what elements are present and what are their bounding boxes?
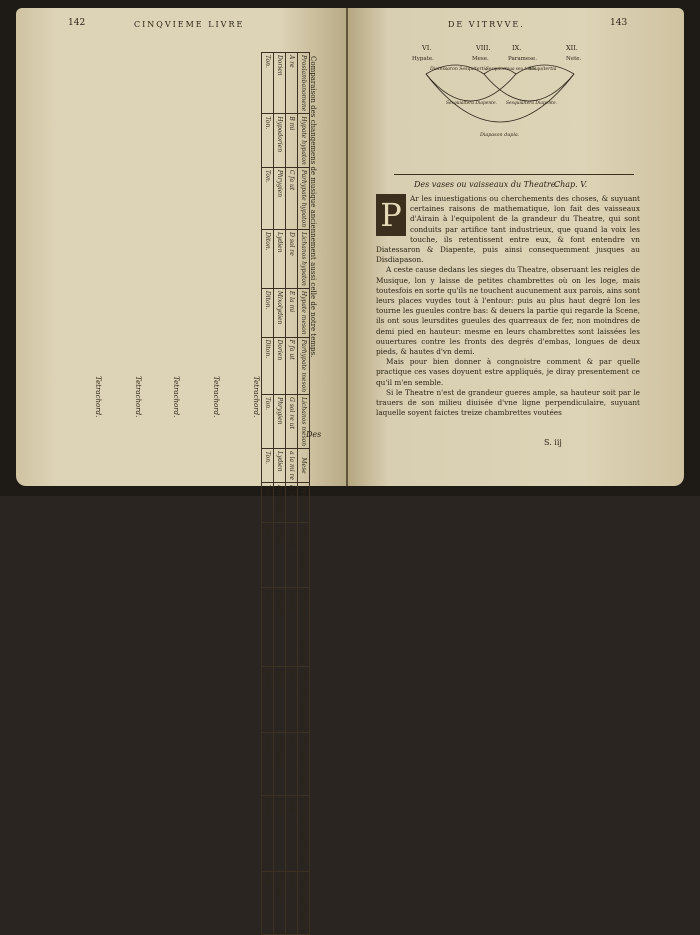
right-page-number: 143 (610, 18, 628, 28)
table-cell: B mi (286, 114, 298, 167)
table-cell: Diton. (262, 230, 274, 289)
tetrachord-brace-1: Tetrachord. (94, 376, 102, 418)
table-header-cell: Trite diezeugmenon (298, 522, 310, 588)
table-cell: Ton. (262, 449, 274, 483)
table-header-cell: Nete diezeugmenon (298, 666, 310, 732)
table-header-cell: Mese (298, 449, 310, 483)
table-cell: Phrygien (274, 395, 286, 449)
table-cell: Lydien (274, 449, 286, 483)
lower-arc-label-1: Sesquialtera Diapente. (446, 101, 497, 106)
table-cell: Diton. (262, 732, 274, 795)
paragraph-1: Ar les inuestigations ou cherchements des choses, & suyuant certaines raisons de mathematique, lon fait des vaisseaux d'Airain à l'equipolent de la grandeur du Theatre, qui sont conduits par artifice tant industrieux, que quand la voix les touche, ils retentissent entre eux, & font entendre vn Diatessaron & Diapente, puis ainsi consequemment jusques au Disdiapason. (376, 194, 640, 265)
arc-bottom (426, 74, 574, 122)
table-header-cell: Nete hyperbolaeon (298, 871, 310, 934)
table-cell: G sol re ut (286, 395, 298, 449)
tetrachord-brace-4: Tetrachord. (212, 376, 220, 418)
table-cell: Lydien (274, 666, 286, 732)
harmonic-arc-diagram (408, 40, 598, 158)
table-cell: Diton. (262, 666, 274, 732)
paragraph-4: Si le Theatre n'est de grandeur gueres ample, sa hauteur soit par le trauers de son milieu diuisée d'vne ligne perpendiculaire, suyuant laquelle soyent faictes treize chambrettes voutées (376, 387, 640, 418)
table-cell: Ton. (262, 167, 274, 229)
table-header-cell: Hypate meson (298, 288, 310, 337)
note-4: Nete. (566, 56, 582, 62)
table-header-cell: Lichanos meson (298, 395, 310, 449)
numeral-2: VIII. (476, 44, 491, 52)
right-page (348, 8, 684, 486)
note-3: Paramese. (508, 56, 537, 62)
table-cell: A re (286, 53, 298, 114)
table-cell: Diton. (262, 337, 274, 395)
table-cell: E la mi (286, 288, 298, 337)
table-cell: Hypodorien (274, 114, 286, 167)
table-cell: c sol fa (286, 522, 298, 588)
table-header-cell: Hypate hypaton (298, 114, 310, 167)
table-header-cell: Lichanos hypaton (298, 230, 310, 289)
table-cell: Ton. (262, 53, 274, 114)
table-header-cell: Parhypate hypaton (298, 167, 310, 229)
left-page (16, 8, 346, 932)
table-cell: Dorien (274, 522, 286, 588)
table-cell: Dorien (274, 337, 286, 395)
tetrachord-brace-3: Tetrachord. (172, 376, 180, 418)
table-cell: Ton. (262, 114, 274, 167)
body-text (376, 194, 640, 418)
right-running-head: DE VITRVVE. (448, 20, 525, 29)
table-cell: Lydien (274, 230, 286, 289)
arc-lower-2 (484, 74, 574, 101)
numeral-4: XII. (566, 44, 578, 52)
table-cell: Ton. (262, 588, 274, 666)
table-header-cell: Proslambanomene (298, 53, 310, 114)
table-cell: b fa (286, 482, 298, 522)
table-cell: Mixolydien (274, 732, 286, 795)
table-header-cell: Paranete diezeugmenon (298, 588, 310, 666)
table-cell: Phrygien (274, 588, 286, 666)
table-cell: Ton. (262, 871, 274, 934)
upper-arc-label-3: Sesquitertia (528, 67, 557, 72)
tetrachord-brace-2: Tetrachord. (134, 376, 142, 418)
table-cell: Hypolydien (274, 482, 286, 522)
section-title: Des vases ou vaisseaux du Theatre. (414, 180, 558, 189)
table-row (274, 53, 286, 935)
tetrachord-brace-5: Tetrachord. (252, 376, 260, 418)
table-cell: Ton. (262, 482, 274, 522)
table-cell: C fa ut (286, 167, 298, 229)
upper-arc-label-2: Sesquioctaua seu tonus. (486, 66, 538, 71)
table-side-title: Comparaison des changemens de musique anciennement aussi celle de notre temps. (309, 56, 317, 358)
comparison-table-grid (261, 52, 310, 935)
table-cell: Ton. (262, 522, 274, 588)
table-cell: a la mi re (286, 449, 298, 483)
table-cell: g sol (286, 796, 298, 872)
bottom-arc-label: Diapason dupla. (480, 133, 520, 138)
note-1: Hypate. (412, 56, 434, 62)
note-2: Mese. (472, 56, 489, 62)
numeral-3: IX. (512, 44, 522, 52)
numeral-1: VI. (422, 44, 432, 52)
table-row (262, 53, 274, 935)
table-cell: F fa ut (286, 337, 298, 395)
table-row (286, 53, 298, 935)
table-cell: Dorien (274, 796, 286, 872)
signature-mark: S. iij (544, 438, 562, 447)
section-rule (394, 174, 634, 175)
drop-cap: P (376, 194, 406, 236)
left-running-head: CINQVIEME LIVRE (134, 20, 245, 29)
table-cell: f fa (286, 732, 298, 795)
upper-arc-label-1: Diatessaron Sesquitertia (430, 67, 488, 72)
table-cell: Mixolydien (274, 288, 286, 337)
table-cell: Ton. (262, 395, 274, 449)
table-header-cell: Parhypate meson (298, 337, 310, 395)
paragraph-2: A ceste cause dedans les sieges du Theatre, obseruant les reigles de Musique, lon y laisse de petites chambrettes où on les loge, mais toutesfois en sorte qu'ils ne touchent aucunement aux parois, ains sont leurs places vuydes tout à l'entour: puis au plus haut degré lon les tourne les gueules contre bas: & deuers la partie qui regarde la Scene, ils ont sous leursdites gueules des quarreaux de fer, non moindres de demi pied en hauteur: mesme en leurs chambrettes sont laissées les ouuertures contre les fronts des degrés d'embas, longues de deux pieds, & hautes d'vn demi. (376, 265, 640, 357)
table-header-cell: Paramese (298, 482, 310, 522)
table-cell: Phrygien (274, 167, 286, 229)
left-catchword: Des (306, 430, 322, 439)
arc-lower-1 (426, 74, 516, 101)
table-header-cell: Paranete hyperbolaeon (298, 796, 310, 872)
chapter-label: Chap. V. (554, 180, 588, 189)
table-cell: e la (286, 666, 298, 732)
table-cell: D sol re (286, 230, 298, 289)
lower-arc-label-2: Sesquialtera Diapente. (506, 101, 557, 106)
table-cell: aa la (286, 871, 298, 934)
table-cell: Phrygien (274, 871, 286, 934)
table-cell: Diton. (262, 796, 274, 872)
paragraph-3: Mais pour bien donner à congnoistre comment & par quelle practique ces vases doyuent estre appliqués, je diray presentement ce qu'il m'en semble. (376, 357, 640, 387)
table-cell: Dorien (274, 53, 286, 114)
left-page-number: 142 (68, 18, 86, 28)
table-cell: Diton. (262, 288, 274, 337)
table-header-cell: Trite hyperbolaeon (298, 732, 310, 795)
table-cell: d la sol (286, 588, 298, 666)
